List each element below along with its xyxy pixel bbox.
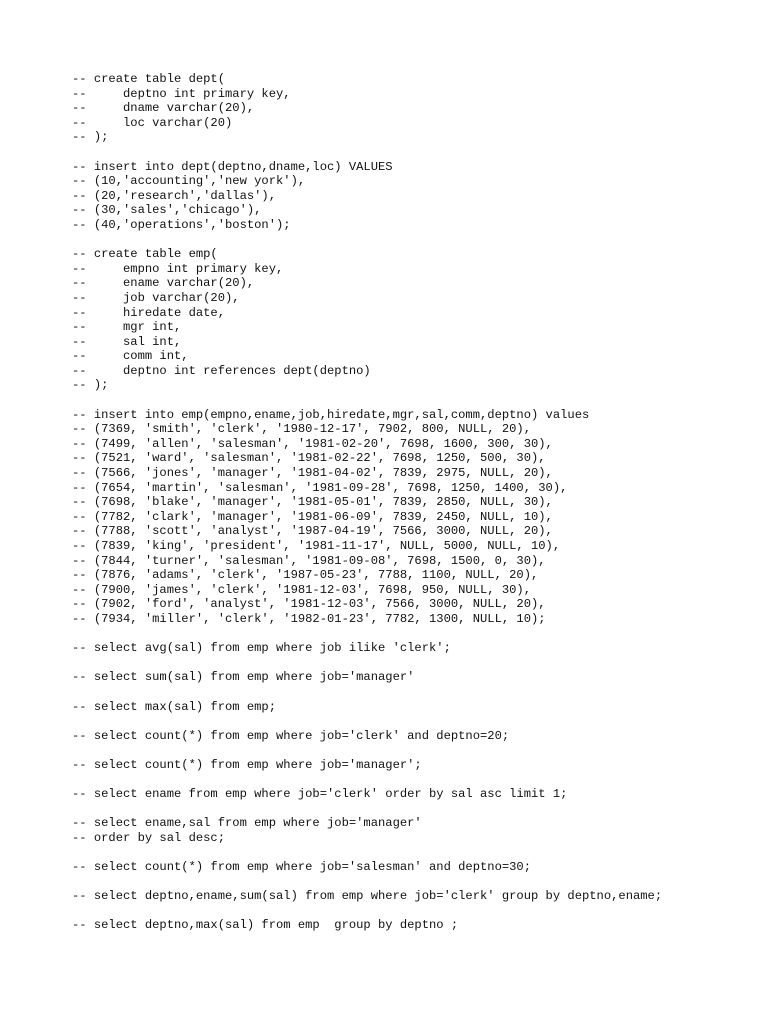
code-line: -- job varchar(20), (72, 290, 240, 305)
code-line: -- select avg(sal) from emp where job ilike 'clerk'; (72, 641, 451, 656)
query-min-clerk-block (72, 787, 752, 802)
code-line: -- comm int, (72, 349, 189, 364)
code-line: -- select deptno,max(sal) from emp group by deptno ; (72, 918, 459, 933)
query-group-clerk-block (72, 889, 752, 904)
code-line: -- (7654, 'martin', 'salesman', '1981-09-28', 7698, 1250, 1400, 30), (72, 480, 568, 495)
code-line: -- (10,'accounting','new york'), (72, 174, 306, 189)
code-line: -- select deptno,ename,sum(sal) from emp where job='clerk' group by deptno,ename; (72, 889, 663, 904)
code-line: -- sal int, (72, 334, 182, 349)
code-line: -- (7900, 'james', 'clerk', '1981-12-03', 7698, 950, NULL, 30), (72, 582, 531, 597)
code-line: -- loc varchar(20) (72, 115, 233, 130)
code-line: -- dname varchar(20), (72, 101, 255, 116)
code-line: -- (7844, 'turner', 'salesman', '1981-09-08', 7698, 1500, 0, 30), (72, 553, 546, 568)
code-line: -- select max(sal) from emp; (72, 699, 276, 714)
code-line: -- select sum(sal) from emp where job='manager' (72, 670, 415, 685)
code-line: -- ); (72, 378, 109, 393)
code-line: -- hiredate date, (72, 305, 225, 320)
code-line: -- create table dept( (72, 72, 225, 86)
code-line: -- insert into dept(deptno,dname,loc) VALUES (72, 159, 393, 174)
code-line: -- (7934, 'miller', 'clerk', '1982-01-23', 7782, 1300, NULL, 10); (72, 611, 546, 626)
code-line: -- (7566, 'jones', 'manager', '1981-04-02', 7839, 2975, NULL, 20), (72, 466, 553, 481)
code-line: -- select count(*) from emp where job='salesman' and deptno=30; (72, 860, 531, 875)
code-line: -- deptno int primary key, (72, 86, 291, 101)
code-line: -- (20,'research','dallas'), (72, 188, 276, 203)
query-max-by-dept-block (72, 918, 752, 933)
code-line: -- ename varchar(20), (72, 276, 255, 291)
code-line: -- empno int primary key, (72, 261, 284, 276)
query-avg-sal-block (72, 641, 752, 656)
query-count-clerk-block (72, 729, 752, 744)
code-line: -- (7782, 'clark', 'manager', '1981-06-09', 7839, 2450, NULL, 10), (72, 509, 553, 524)
insert-dept-block (72, 160, 752, 233)
code-line: -- (30,'sales','chicago'), (72, 203, 262, 218)
code-line: -- select count(*) from emp where job='manager'; (72, 757, 422, 772)
create-emp-block (72, 247, 752, 393)
code-line: -- mgr int, (72, 320, 182, 335)
code-line: -- ); (72, 130, 109, 145)
create-dept-block (72, 72, 752, 145)
code-line: -- insert into emp(empno,ename,job,hiredate,mgr,sal,comm,deptno) values (72, 407, 590, 422)
code-line: -- (7902, 'ford', 'analyst', '1981-12-03', 7566, 3000, NULL, 20), (72, 597, 546, 612)
code-line: -- (7521, 'ward', 'salesman', '1981-02-22', 7698, 1250, 500, 30), (72, 451, 546, 466)
code-line: -- (7876, 'adams', 'clerk', '1987-05-23', 7788, 1100, NULL, 20), (72, 568, 539, 583)
code-line: -- (7839, 'king', 'president', '1981-11-17', NULL, 5000, NULL, 10), (72, 539, 561, 553)
code-line: -- select ename from emp where job='clerk' order by sal asc limit 1; (72, 787, 568, 802)
code-line: -- (40,'operations','boston'); (72, 217, 291, 232)
code-line: -- (7788, 'scott', 'analyst', '1987-04-19', 7566, 3000, NULL, 20), (72, 524, 553, 539)
code-line: -- create table emp( (72, 247, 218, 262)
query-sum-sal-block (72, 670, 752, 685)
code-line: -- deptno int references dept(deptno) (72, 363, 371, 378)
query-count-salesman-block (72, 860, 752, 875)
code-line: -- (7499, 'allen', 'salesman', '1981-02-20', 7698, 1600, 300, 30), (72, 436, 553, 451)
insert-emp-block (72, 408, 752, 627)
code-line: -- (7369, 'smith', 'clerk', '1980-12-17', 7902, 800, NULL, 20), (72, 422, 531, 437)
code-line: -- order by sal desc; (72, 830, 225, 845)
code-line: -- select count(*) from emp where job='clerk' and deptno=20; (72, 728, 510, 743)
code-line: -- (7698, 'blake', 'manager', '1981-05-01', 7839, 2850, NULL, 30), (72, 495, 553, 510)
query-max-sal-block (72, 700, 752, 715)
query-manager-sal-block (72, 816, 752, 845)
query-count-manager-block (72, 758, 752, 773)
sql-document (72, 72, 752, 948)
code-line: -- select ename,sal from emp where job='manager' (72, 816, 422, 831)
